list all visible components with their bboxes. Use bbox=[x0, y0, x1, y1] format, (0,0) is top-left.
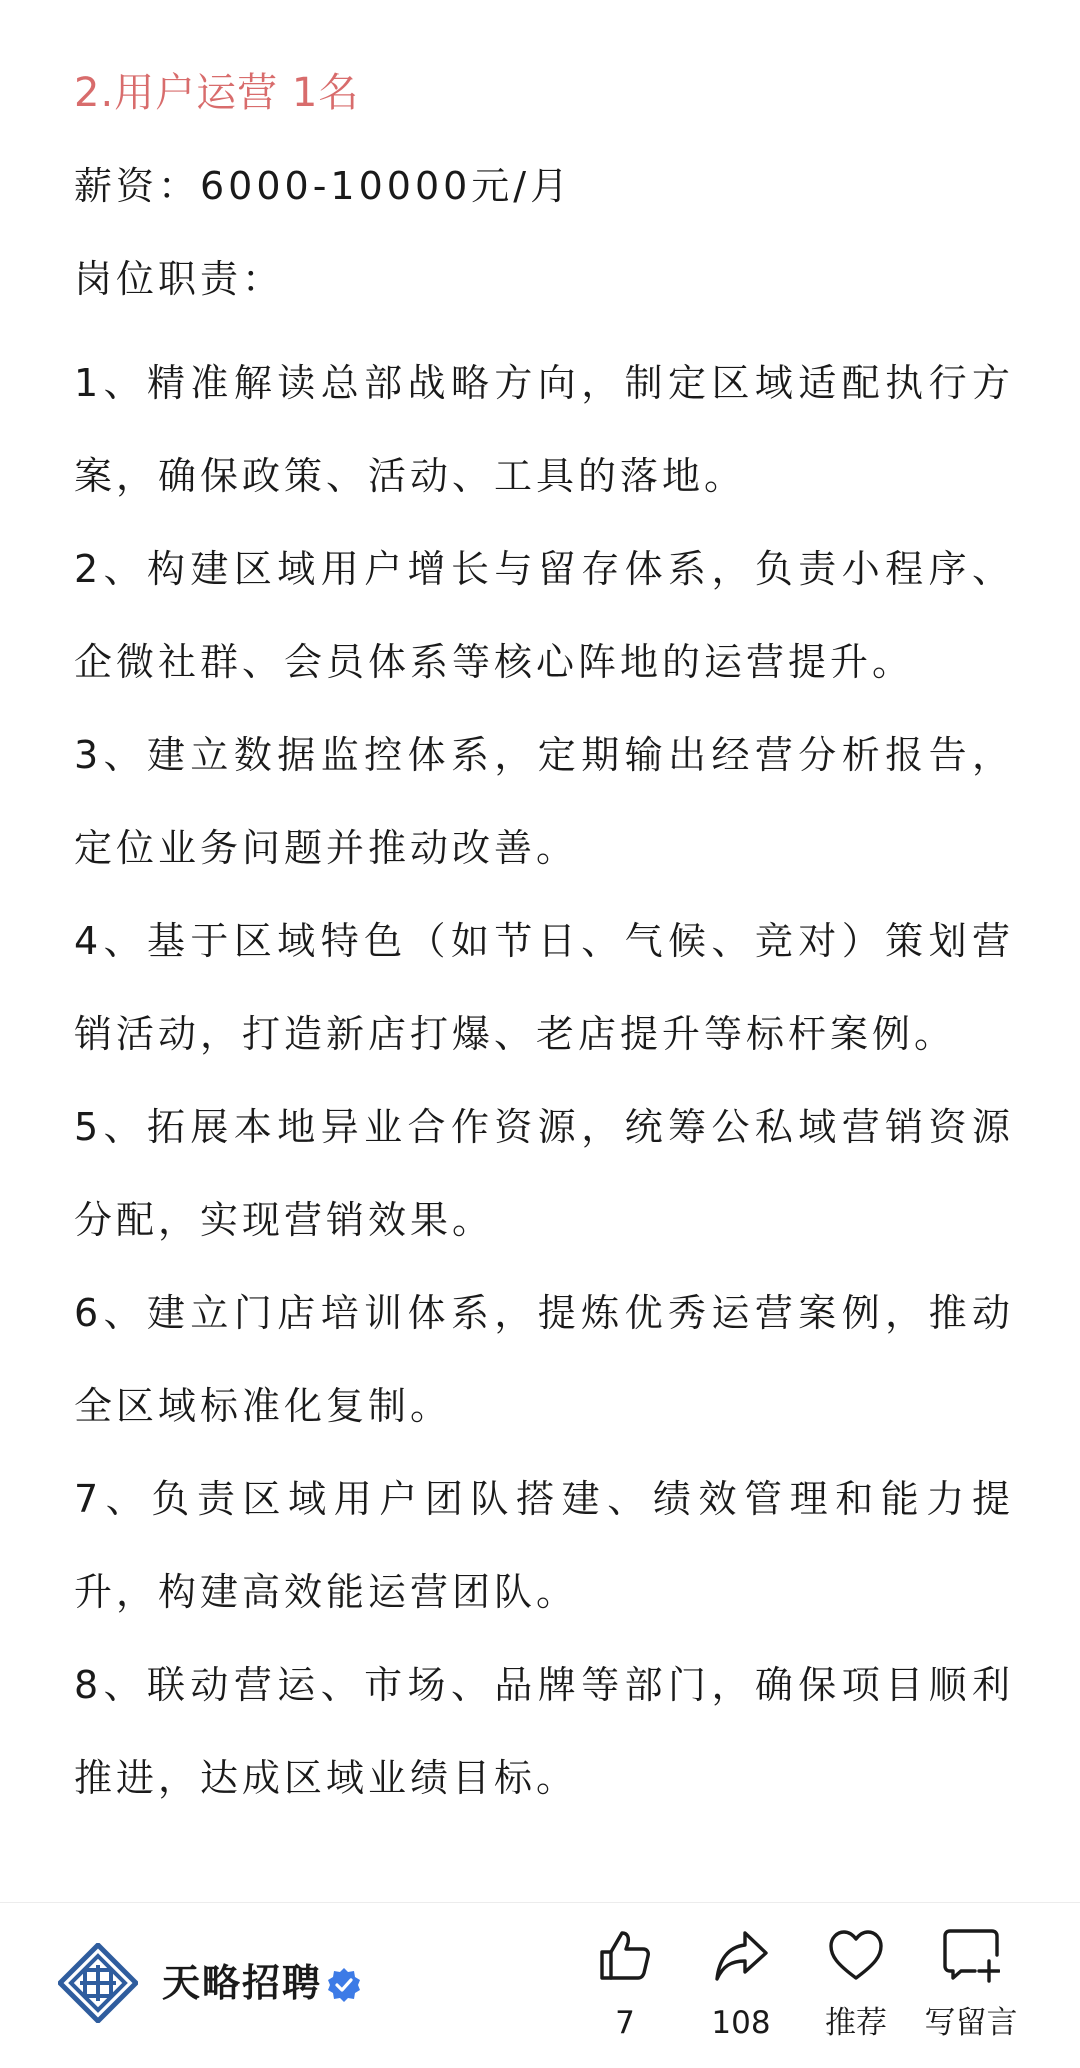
write-comment-button[interactable] bbox=[906, 1927, 1036, 2043]
recommend-label: 推荐 bbox=[825, 2005, 887, 2041]
duties-heading: 岗位职责： bbox=[74, 257, 285, 301]
thumbs-up-icon bbox=[596, 1927, 654, 1985]
section-title: 2.用户运营 1名 bbox=[74, 70, 360, 116]
heart-icon bbox=[827, 1927, 885, 1985]
duty-item-3: 3、建立数据监控体系，定期输出经营分析报告，定位业务问题并推动改善。 bbox=[74, 733, 1014, 870]
like-count: 7 bbox=[615, 2005, 635, 2041]
verified-badge-icon bbox=[326, 1967, 362, 2003]
duty-item-4: 4、基于区域特色（如节日、气候、竞对）策划营销活动，打造新店打爆、老店提升等标杆案例。 bbox=[74, 919, 1014, 1056]
share-arrow-icon bbox=[712, 1927, 770, 1985]
duty-item-2: 2、构建区域用户增长与留存体系，负责小程序、企微社群、会员体系等核心阵地的运营提升。 bbox=[74, 547, 1014, 684]
duty-item-6: 6、建立门店培训体系，提炼优秀运营案例，推动全区域标准化复制。 bbox=[74, 1291, 1014, 1428]
duty-item-7: 7、负责区域用户团队搭建、绩效管理和能力提升，构建高效能运营团队。 bbox=[74, 1477, 1014, 1614]
article-body bbox=[74, 58, 1014, 1825]
salary-line: 薪资：6000-10000元/月 bbox=[74, 164, 573, 208]
comment-add-icon bbox=[942, 1927, 1000, 1985]
account-logo-icon[interactable] bbox=[58, 1943, 138, 2023]
like-button[interactable] bbox=[560, 1927, 690, 2043]
account-name[interactable]: 天略招聘 bbox=[162, 1961, 323, 2005]
share-count: 108 bbox=[711, 2005, 771, 2041]
share-button[interactable] bbox=[676, 1927, 806, 2043]
recommend-button[interactable] bbox=[791, 1927, 921, 2043]
bottom-action-bar bbox=[0, 1902, 1080, 2068]
duty-item-5: 5、拓展本地异业合作资源，统筹公私域营销资源分配，实现营销效果。 bbox=[74, 1105, 1014, 1242]
duty-item-8: 8、联动营运、市场、品牌等部门，确保项目顺利推进，达成区域业绩目标。 bbox=[74, 1663, 1014, 1800]
comment-label: 写留言 bbox=[924, 2005, 1018, 2041]
duty-item-1: 1、精准解读总部战略方向，制定区域适配执行方案，确保政策、活动、工具的落地。 bbox=[74, 361, 1014, 498]
